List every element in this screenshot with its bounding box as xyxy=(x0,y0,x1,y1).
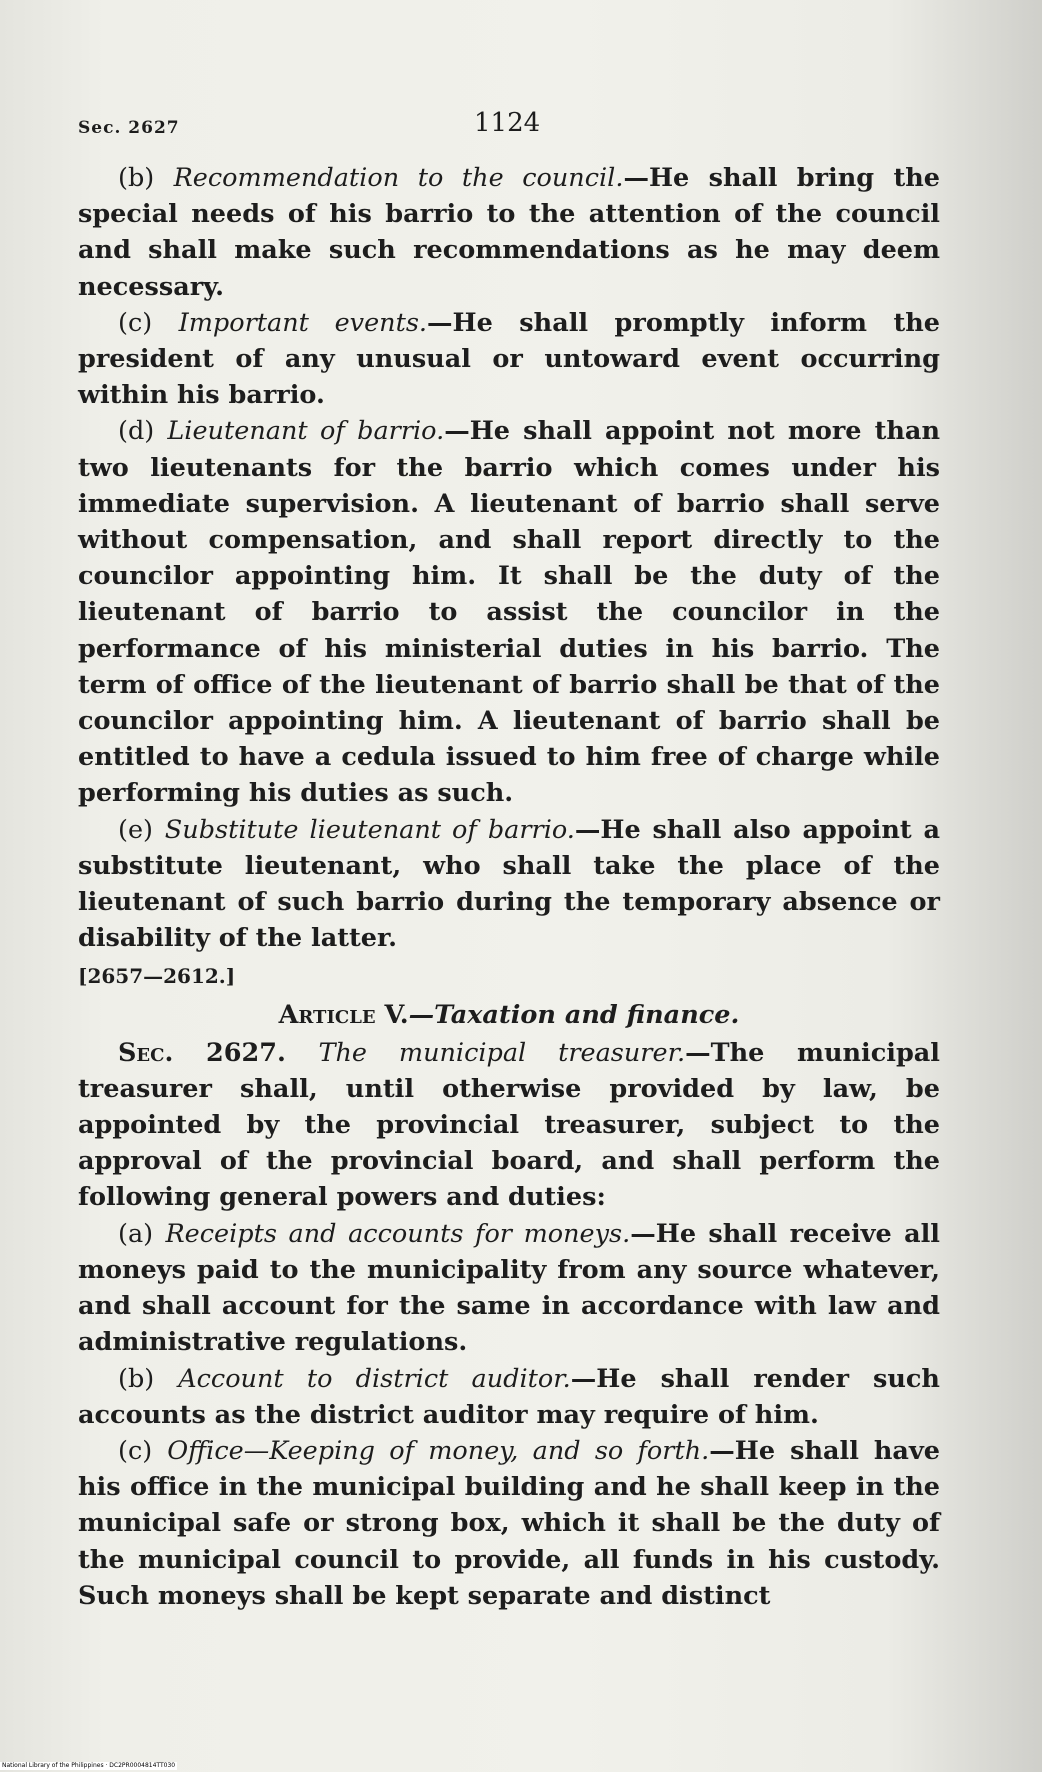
source-reference: [2657—2612.] xyxy=(78,964,236,989)
paragraph-a-receipts xyxy=(78,1216,940,1361)
paragraph-label: (e) xyxy=(118,814,153,845)
paragraph-c-important-events xyxy=(78,305,940,414)
article-label: Article V. xyxy=(278,999,409,1030)
paragraph-title: Receipts and accounts for moneys. xyxy=(165,1218,631,1249)
section-label: Sec. 2627. xyxy=(118,1037,286,1068)
paragraph-d-lieutenant xyxy=(78,413,940,811)
article-heading xyxy=(78,995,940,1035)
paragraph-text: —He shall promptly inform the president of any unusual or untoward event occurring within his barrio. xyxy=(78,307,940,411)
paragraph-title: Important events. xyxy=(178,307,428,338)
paragraph-text: —He shall receive all moneys paid to the municipality from any source whatever, and shall account for the same in accordance with law and administrative regulations. xyxy=(78,1218,940,1358)
paragraph-title: Account to district auditor. xyxy=(178,1363,571,1394)
paragraph-c-office xyxy=(78,1433,940,1614)
paragraph-title: Lieutenant of barrio. xyxy=(167,416,445,447)
page-header xyxy=(78,108,938,148)
paragraph-label: (b) xyxy=(118,163,155,193)
section-reference: Sec. 2627 xyxy=(78,118,180,138)
paragraph-text: —He shall have his office in the municipal building and he shall keep in the municipal safe or strong box, which it shall be the duty of the municipal council to provide, all funds in his custody. Such moneys shall be kept separate and distinct xyxy=(78,1435,940,1611)
paragraph-text: —He shall render such accounts as the district auditor may require of him. xyxy=(78,1363,940,1430)
paragraph-text: —He shall appoint not more than two lieutenants for the barrio which comes under his immediate supervision. A lieutenant of barrio shall serve without compensation, and shall report directly to the councilor appointing him. It shall be the duty of the lieutenant of barrio to assist the councilor in the performance of his ministerial duties in his barrio. The term of office of the lieutenant of barrio shall be that of the councilor appointing him. A lieutenant of barrio shall be entitled to have a cedula issued to him free of charge while performing his duties as such. xyxy=(78,416,940,809)
paragraph-title: Recommendation to the council. xyxy=(173,163,624,193)
paragraph-title: Office—Keeping of money, and so forth. xyxy=(167,1435,710,1466)
section-title: The municipal treasurer. xyxy=(318,1037,686,1068)
paragraph-label: (a) xyxy=(118,1218,154,1249)
paragraph-b-account-auditor xyxy=(78,1361,940,1433)
page-number: 1124 xyxy=(474,108,541,138)
paragraph-title: Substitute lieutenant of barrio. xyxy=(164,814,575,845)
paragraph-text: —He shall also appoint a substitute lieutenant, who shall take the place of the lieutenant of such barrio during the temporary absence or disability of the latter. xyxy=(78,814,940,954)
paragraph-e-substitute-lieutenant xyxy=(78,812,940,957)
paragraph-label: (d) xyxy=(118,416,155,447)
section-2627 xyxy=(78,1035,940,1216)
paragraph-label: (c) xyxy=(118,1435,153,1466)
page-body xyxy=(78,160,940,1614)
article-title: —Taxation and finance. xyxy=(408,999,740,1030)
paragraph-label: (c) xyxy=(118,307,153,338)
paragraph-b-recommendation xyxy=(78,160,940,305)
paragraph-label: (b) xyxy=(118,1363,155,1394)
scan-footer: National Library of the Philippines · DC2PR0004814TT030 xyxy=(2,1762,176,1769)
paragraph-text: —He shall bring the special needs of his barrio to the attention of the council and shall make such recommendations as he may deem necessary. xyxy=(78,163,941,302)
section-text: —The municipal treasurer shall, until otherwise provided by law, be appointed by the provincial treasurer, subject to the approval of the provincial board, and shall perform the following general powers and duties: xyxy=(78,1037,940,1213)
